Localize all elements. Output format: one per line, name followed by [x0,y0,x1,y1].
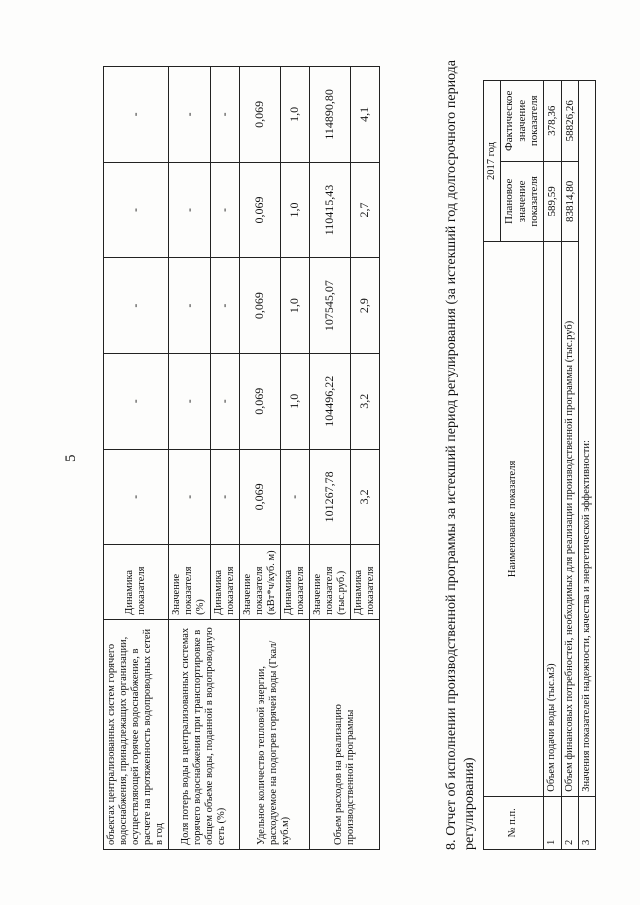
table-cell: 3,2 [351,353,380,449]
indicators-table [103,66,380,850]
indicator-sublabel: Динамика показателя [280,545,309,620]
table-cell: 1,0 [280,162,309,258]
column-header-year: 2017 год [484,81,501,242]
row-name: Объем подачи воды (тыс.м3) [543,242,561,797]
column-header-actual: Фактическое значение показателя [501,81,544,162]
table-cell: 4,1 [351,67,380,163]
table-row [169,67,210,850]
table-cell: 101267,78 [309,449,350,545]
column-header-planned: Плановое значение показателя [501,161,544,242]
indicator-name: объектах централизованных систем горячего водоснабжения, принадлежащих организации, осуществляющей горячее водоснабжение, в расчете на протяженность водопроводных сетей в год [104,619,169,849]
table-cell: - [169,353,210,449]
table-cell: 1,0 [280,67,309,163]
indicator-sublabel: Динамика показателя [351,545,380,620]
table-cell: 0,069 [239,258,280,354]
table-cell: - [169,258,210,354]
indicator-name: Удельное количество тепловой энергии, расходуемое на подогрев горячей воды (Гкал/куб.м) [239,619,309,849]
table-cell: 114890,80 [309,67,350,163]
table-cell: - [210,353,239,449]
table-cell: - [210,162,239,258]
table-cell: - [104,258,169,354]
table-cell: 107545,07 [309,258,350,354]
row-number: 1 [543,796,561,849]
section-8-heading: 8. Отчет об исполнении производственной программы за истекший период регулирования (за истекший год долгосрочного периода регулирования) [444,60,477,850]
table-cell: 0,069 [239,449,280,545]
indicator-sublabel: Значение показателя (тыс.руб.) [309,545,350,620]
indicator-name: Доля потерь воды в централизованных системах горячего водоснабжения при транспортировке в общем объеме воды, поданной в водопроводную сеть (%) [169,619,239,849]
table-cell: - [169,449,210,545]
row-name: Объем финансовых потребностей, необходимых для реализации производственной программы (тыс.руб) [561,242,579,797]
row-planned: 83814,80 [561,161,579,242]
table-header-row [484,81,501,850]
table-cell: 0,069 [239,162,280,258]
table-cell: 0,069 [239,353,280,449]
table-row [309,67,350,850]
row-number: 2 [561,796,579,849]
column-header-num: № п.п. [484,796,544,849]
table-cell: 1,0 [280,258,309,354]
table-row [543,81,561,850]
table-row [104,67,169,850]
table-cell: 2,9 [351,258,380,354]
indicator-sublabel: Динамика показателя [104,545,169,620]
table-cell: - [104,353,169,449]
table-cell: - [210,449,239,545]
table-cell: - [104,67,169,163]
page-number: 5 [63,454,79,462]
table-cell: 104496,22 [309,353,350,449]
table-cell: - [104,162,169,258]
indicator-name: Объем расходов на реализацию производственной программы [309,619,379,849]
row-actual: 378,36 [543,81,561,162]
row-name: Значения показателей надежности, качества и энергетической эффективности: [579,81,596,797]
table-cell: 110415,43 [309,162,350,258]
table-cell: - [210,67,239,163]
program-report-table [483,80,596,850]
table-cell: - [280,449,309,545]
indicator-sublabel: Значение показателя (%) [169,545,210,620]
table-cell: 0,069 [239,67,280,163]
row-actual: 58826,26 [561,81,579,162]
indicator-sublabel: Динамика показателя [210,545,239,620]
table-cell: - [210,258,239,354]
rotated-content [5,2,635,902]
row-planned: 589,59 [543,161,561,242]
row-number: 3 [579,796,596,849]
table-row [561,81,579,850]
table-row [239,67,280,850]
column-header-name: Наименование показателя [484,242,544,797]
table-row [579,81,596,850]
table-cell: - [169,162,210,258]
table-cell: 2,7 [351,162,380,258]
table-cell: - [169,67,210,163]
table-cell: 1,0 [280,353,309,449]
indicator-sublabel: Значение показателя (кВт*ч/куб. м) [239,545,280,620]
table-cell: - [104,449,169,545]
table-cell: 3,2 [351,449,380,545]
